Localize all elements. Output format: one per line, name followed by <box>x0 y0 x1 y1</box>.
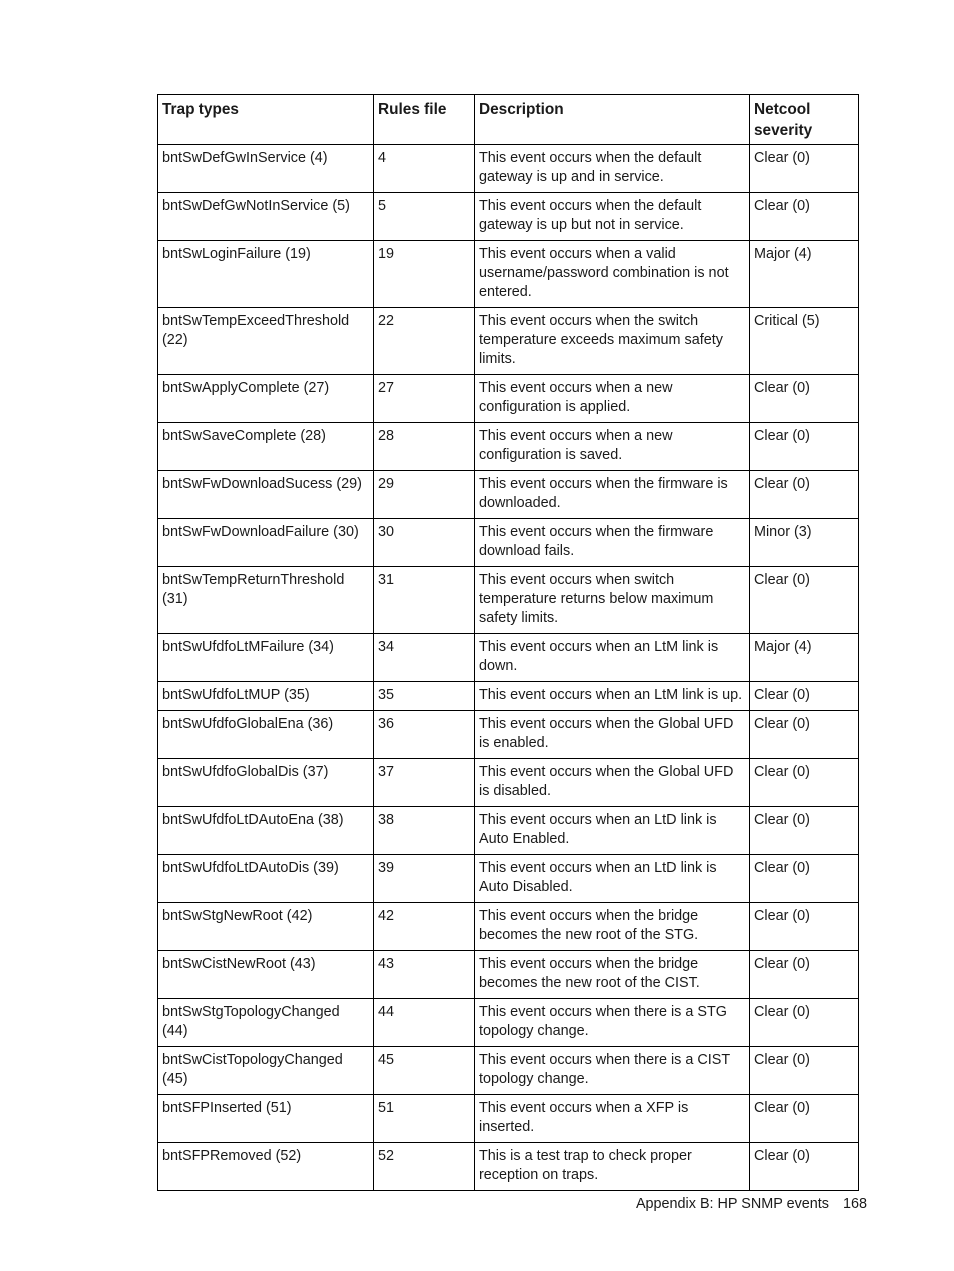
header-netcool-severity: Netcool severity <box>750 95 859 145</box>
cell-rules-file: 27 <box>374 375 475 423</box>
cell-rules-file: 31 <box>374 567 475 634</box>
cell-rules-file: 37 <box>374 759 475 807</box>
table-row <box>158 855 859 903</box>
cell-rules-file: 22 <box>374 308 475 375</box>
cell-netcool-severity: Clear (0) <box>750 951 859 999</box>
table-row <box>158 1095 859 1143</box>
table-row <box>158 193 859 241</box>
cell-trap-type: bntSwApplyComplete (27) <box>158 375 374 423</box>
footer-text: Appendix B: HP SNMP events <box>635 1196 829 1212</box>
table-body <box>158 145 859 1191</box>
table-row <box>158 903 859 951</box>
cell-rules-file: 45 <box>374 1047 475 1095</box>
cell-trap-type: bntSwSaveComplete (28) <box>158 423 374 471</box>
cell-trap-type: bntSwUfdfoGlobalEna (36) <box>158 711 374 759</box>
cell-trap-type: bntSwUfdfoLtMUP (35) <box>158 682 374 711</box>
table-row <box>158 1047 859 1095</box>
cell-rules-file: 42 <box>374 903 475 951</box>
cell-netcool-severity: Clear (0) <box>750 145 859 193</box>
cell-description: This event occurs when an LtM link is down. <box>475 634 750 682</box>
cell-trap-type: bntSwCistNewRoot (43) <box>158 951 374 999</box>
cell-description: This is a test trap to check proper reception on traps. <box>475 1143 750 1191</box>
cell-description: This event occurs when the Global UFD is enabled. <box>475 711 750 759</box>
page-footer <box>636 1195 867 1214</box>
table-row <box>158 519 859 567</box>
cell-rules-file: 19 <box>374 241 475 308</box>
table-row <box>158 807 859 855</box>
cell-netcool-severity: Minor (3) <box>750 519 859 567</box>
cell-description: This event occurs when the bridge becomes the new root of the STG. <box>475 903 750 951</box>
cell-trap-type: bntSwDefGwInService (4) <box>158 145 374 193</box>
table-row <box>158 759 859 807</box>
cell-netcool-severity: Clear (0) <box>750 1143 859 1191</box>
cell-description: This event occurs when the firmware download fails. <box>475 519 750 567</box>
cell-rules-file: 51 <box>374 1095 475 1143</box>
cell-description: This event occurs when the bridge becomes the new root of the CIST. <box>475 951 750 999</box>
cell-trap-type: bntSwStgNewRoot (42) <box>158 903 374 951</box>
cell-description: This event occurs when the default gateway is up and in service. <box>475 145 750 193</box>
header-description: Description <box>475 95 750 145</box>
cell-rules-file: 52 <box>374 1143 475 1191</box>
cell-description: This event occurs when the default gateway is up but not in service. <box>475 193 750 241</box>
cell-rules-file: 5 <box>374 193 475 241</box>
cell-rules-file: 34 <box>374 634 475 682</box>
cell-rules-file: 30 <box>374 519 475 567</box>
cell-rules-file: 28 <box>374 423 475 471</box>
trap-types-table-container <box>157 94 858 1191</box>
cell-trap-type: bntSFPInserted (51) <box>158 1095 374 1143</box>
table-row <box>158 711 859 759</box>
cell-netcool-severity: Clear (0) <box>750 903 859 951</box>
cell-netcool-severity: Clear (0) <box>750 471 859 519</box>
cell-description: This event occurs when the switch temperature exceeds maximum safety limits. <box>475 308 750 375</box>
table-row <box>158 682 859 711</box>
cell-description: This event occurs when there is a CIST topology change. <box>475 1047 750 1095</box>
cell-trap-type: bntSwDefGwNotInService (5) <box>158 193 374 241</box>
table-row <box>158 634 859 682</box>
cell-rules-file: 43 <box>374 951 475 999</box>
cell-netcool-severity: Critical (5) <box>750 308 859 375</box>
cell-description: This event occurs when the Global UFD is disabled. <box>475 759 750 807</box>
table-row <box>158 423 859 471</box>
cell-trap-type: bntSwTempReturnThreshold (31) <box>158 567 374 634</box>
cell-description: This event occurs when there is a STG topology change. <box>475 999 750 1047</box>
cell-trap-type: bntSwCistTopologyChanged (45) <box>158 1047 374 1095</box>
table-row <box>158 375 859 423</box>
cell-trap-type: bntSwUfdfoLtDAutoDis (39) <box>158 855 374 903</box>
cell-trap-type: bntSwUfdfoLtMFailure (34) <box>158 634 374 682</box>
cell-netcool-severity: Clear (0) <box>750 711 859 759</box>
header-rules-file: Rules file <box>374 95 475 145</box>
table-header-row <box>158 95 859 145</box>
table-row <box>158 145 859 193</box>
cell-netcool-severity: Clear (0) <box>750 759 859 807</box>
cell-description: This event occurs when a valid username/password combination is not entered. <box>475 241 750 308</box>
cell-description: This event occurs when a new configuration is saved. <box>475 423 750 471</box>
cell-netcool-severity: Clear (0) <box>750 855 859 903</box>
cell-netcool-severity: Clear (0) <box>750 1095 859 1143</box>
cell-trap-type: bntSwFwDownloadFailure (30) <box>158 519 374 567</box>
cell-rules-file: 4 <box>374 145 475 193</box>
cell-netcool-severity: Clear (0) <box>750 682 859 711</box>
cell-netcool-severity: Major (4) <box>750 634 859 682</box>
cell-description: This event occurs when an LtD link is Auto Enabled. <box>475 807 750 855</box>
cell-trap-type: bntSwStgTopologyChanged (44) <box>158 999 374 1047</box>
cell-trap-type: bntSwUfdfoGlobalDis (37) <box>158 759 374 807</box>
cell-description: This event occurs when an LtM link is up. <box>475 682 750 711</box>
table-row <box>158 241 859 308</box>
page-number: 168 <box>842 1196 867 1212</box>
cell-rules-file: 38 <box>374 807 475 855</box>
cell-netcool-severity: Clear (0) <box>750 1047 859 1095</box>
cell-description: This event occurs when switch temperature returns below maximum safety limits. <box>475 567 750 634</box>
cell-netcool-severity: Clear (0) <box>750 193 859 241</box>
table-row <box>158 1143 859 1191</box>
cell-trap-type: bntSwUfdfoLtDAutoEna (38) <box>158 807 374 855</box>
cell-description: This event occurs when a new configuration is applied. <box>475 375 750 423</box>
cell-rules-file: 35 <box>374 682 475 711</box>
cell-rules-file: 29 <box>374 471 475 519</box>
header-trap-types: Trap types <box>158 95 374 145</box>
cell-rules-file: 39 <box>374 855 475 903</box>
cell-description: This event occurs when a XFP is inserted. <box>475 1095 750 1143</box>
cell-netcool-severity: Clear (0) <box>750 375 859 423</box>
table-row <box>158 567 859 634</box>
cell-description: This event occurs when an LtD link is Auto Disabled. <box>475 855 750 903</box>
table-row <box>158 999 859 1047</box>
cell-netcool-severity: Major (4) <box>750 241 859 308</box>
table-row <box>158 951 859 999</box>
cell-trap-type: bntSwFwDownloadSucess (29) <box>158 471 374 519</box>
cell-trap-type: bntSwTempExceedThreshold (22) <box>158 308 374 375</box>
table-row <box>158 308 859 375</box>
cell-trap-type: bntSwLoginFailure (19) <box>158 241 374 308</box>
table-row <box>158 471 859 519</box>
cell-trap-type: bntSFPRemoved (52) <box>158 1143 374 1191</box>
cell-description: This event occurs when the firmware is downloaded. <box>475 471 750 519</box>
cell-netcool-severity: Clear (0) <box>750 999 859 1047</box>
cell-netcool-severity: Clear (0) <box>750 423 859 471</box>
trap-types-table <box>157 94 859 1191</box>
cell-rules-file: 36 <box>374 711 475 759</box>
cell-netcool-severity: Clear (0) <box>750 807 859 855</box>
cell-rules-file: 44 <box>374 999 475 1047</box>
cell-netcool-severity: Clear (0) <box>750 567 859 634</box>
